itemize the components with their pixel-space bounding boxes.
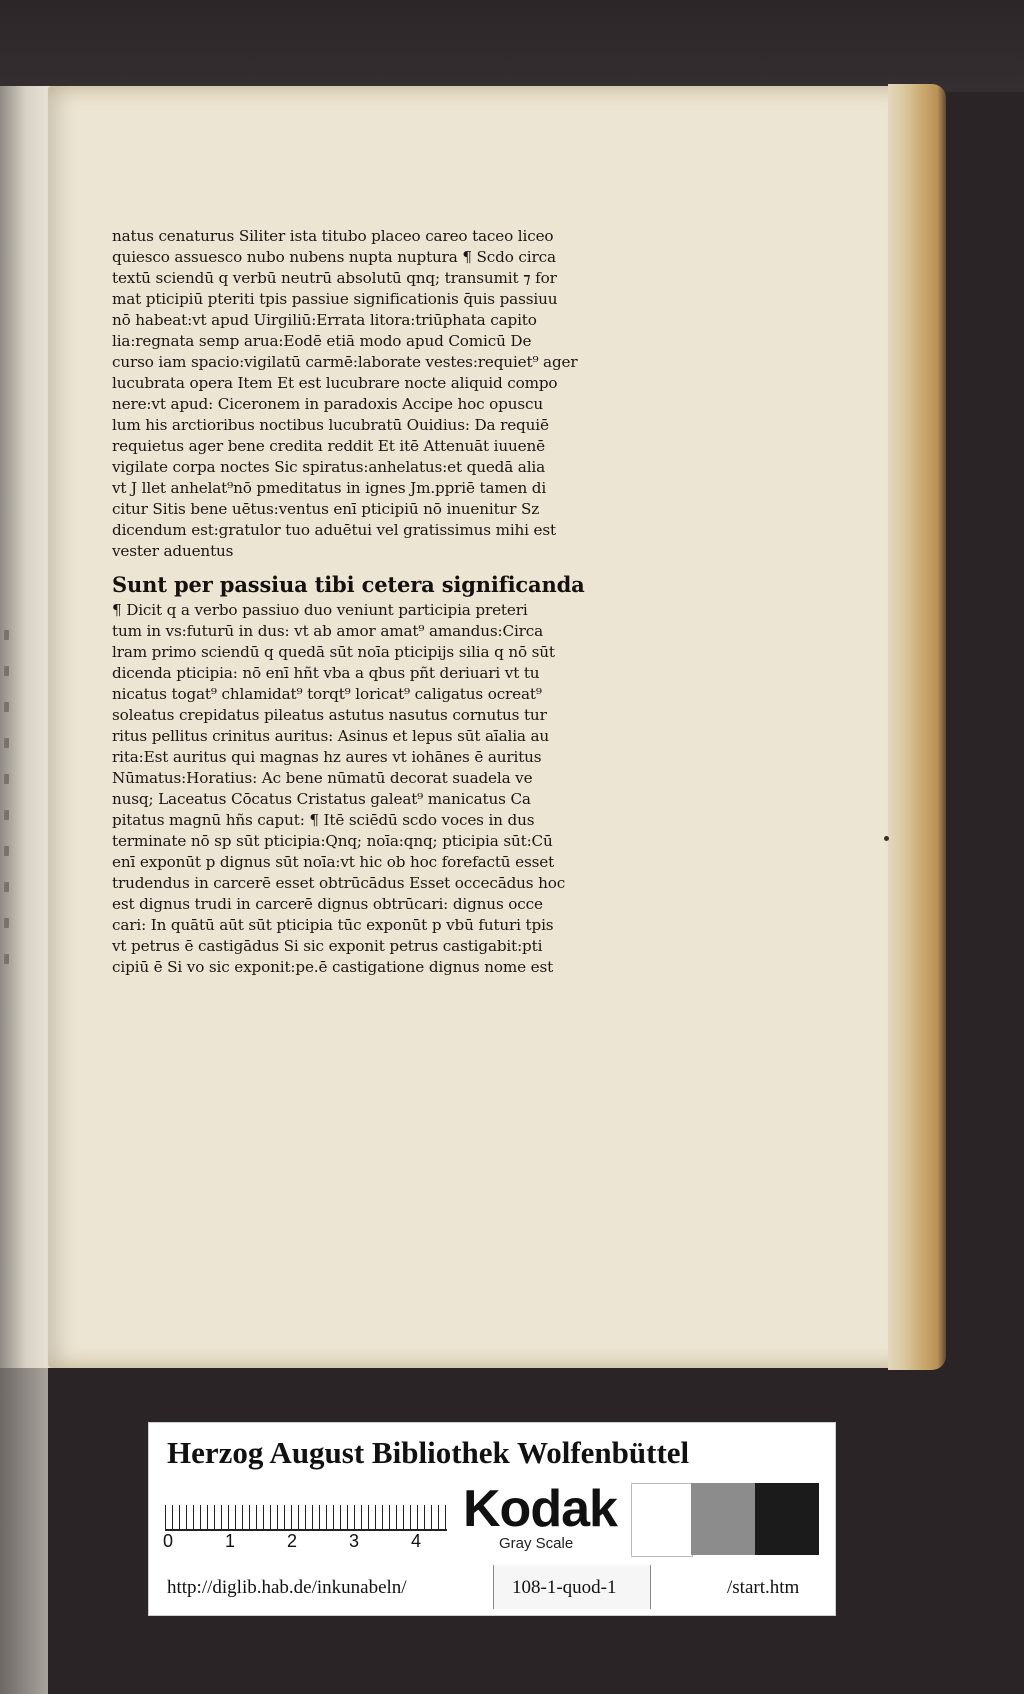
text-line: cari: In quātū aūt sūt pticipia tūc exponūt p vbū futuri tpis — [112, 916, 554, 934]
text-line: requietus ager bene credita reddit Et itē Attenuāt iuuenē — [112, 437, 545, 455]
black-swatch — [755, 1483, 819, 1555]
background-top — [0, 0, 1024, 92]
text-line: Nūmatus:Horatius: Ac bene nūmatū decorat suadela ve — [112, 769, 533, 787]
gray-scale-label: Gray Scale — [499, 1535, 574, 1552]
text-line: dicendum est:gratulor tuo aduētui vel gratissimus mihi est — [112, 521, 556, 539]
brand-logo: Kodak — [463, 1480, 617, 1538]
text-line: soleatus crepidatus pileatus astutus nasutus cornutus tur — [112, 706, 547, 724]
gray-swatch — [691, 1483, 755, 1555]
url-bar — [155, 1565, 827, 1611]
left-page-marks — [4, 630, 14, 1030]
text-line: natus cenaturus Siliter ista titubo placeo careo taceo liceo — [112, 227, 554, 245]
text-line: vigilate corpa noctes Sic spiratus:anhelatus:et quedā alia — [112, 458, 546, 476]
text-line: textū sciendū q verbū neutrū absolutū qnq; transumit ⁊ for — [112, 269, 557, 287]
ruler-number: 2 — [287, 1531, 298, 1551]
ruler-number: 4 — [411, 1531, 422, 1551]
text-line: est dignus trudi in carcerē dignus obtrūcari: dignus occe — [112, 895, 543, 913]
ruler-number: 3 — [349, 1531, 360, 1551]
color-scale-target — [148, 1422, 836, 1616]
text-line: quiesco assuesco nubo nubens nupta nuptura ¶ Scdo circa — [112, 248, 556, 266]
url-base: http://diglib.hab.de/inkunabeln/ — [167, 1577, 407, 1598]
text-line: nicatus togat⁹ chlamidat⁹ torqt⁹ loricat⁹ caligatus ocreat⁹ — [112, 685, 542, 703]
text-line: vt petrus ē castigādus Si sic exponit petrus castigabit:pti — [112, 937, 543, 955]
text-line: lia:regnata semp arua:Eodē etiā modo apud Comicū De — [112, 332, 532, 350]
text-line: mat pticipiū pteriti tpis passiue significationis q̄uis passiuu — [112, 290, 558, 308]
url-id: 108-1-quod-1 — [512, 1577, 617, 1598]
text-line: citur Sitis bene uētus:ventus enī pticipiū nō inuenitur Sz — [112, 500, 540, 518]
text-line: tum in vs:futurū in dus: vt ab amor amat⁹ amandus:Circa — [112, 622, 544, 640]
text-line: lum his arctioribus noctibus lucubratū Ouidius: Da requiē — [112, 416, 549, 434]
text-line: vester aduentus — [112, 542, 234, 560]
text-line: curso iam spacio:vigilatū carmē:laborate vestes:requiet⁹ ager — [112, 353, 578, 371]
text-line: lucubrata opera Item Et est lucubrare nocte aliquid compo — [112, 374, 558, 392]
text-line: cipiū ē Si vo sic exponit:pe.ē castigatione dignus nome est — [112, 958, 554, 976]
text-line: pitatus magnū hñs caput: ¶ Itē sciēdū scdo voces in dus — [112, 811, 535, 829]
text-line: ¶ Dicit q a verbo passiuo duo veniunt participia preteri — [112, 601, 528, 619]
ruler-number: 1 — [225, 1531, 236, 1551]
text-line: vt J llet anhelat⁹nō pmeditatus in ignes Jm.ppriē tamen di — [112, 479, 547, 497]
page-fore-edge — [888, 84, 946, 1370]
text-line: lram primo sciendū q quedā sūt noīa pticipijs silia q nō sūt — [112, 643, 555, 661]
text-block — [112, 226, 666, 978]
left-page-shadow — [0, 1368, 48, 1694]
text-line: trudendus in carcerē esset obtrūcādus Esset occecādus hoc — [112, 874, 566, 892]
text-line: dicenda pticipia: nō enī hñt vba a qbus pñt deriuari vt tu — [112, 664, 540, 682]
library-title: Herzog August Bibliothek Wolfenbüttel — [167, 1435, 690, 1470]
section-heading: Sunt per passiua tibi cetera significanda — [112, 572, 585, 597]
text-line: ritus pellitus crinitus auritus: Asinus et lepus sūt aīalia au — [112, 727, 550, 745]
text-line: rita:Est auritus qui magnas hz aures vt iohānes ē auritus — [112, 748, 542, 766]
text-line: terminate nō sp sūt pticipia:Qnq; noīa:qnq; pticipia sūt:Cū — [112, 832, 553, 850]
text-line: nere:vt apud: Ciceronem in paradoxis Accipe hoc opuscu — [112, 395, 543, 413]
text-line: nusq; Laceatus Cōcatus Cristatus galeat⁹ manicatus Ca — [112, 790, 531, 808]
text-line: enī exponūt p dignus sūt noīa:vt hic ob hoc forefactū esset — [112, 853, 555, 871]
text-line: nō habeat:vt apud Uirgiliū:Errata litora:triūphata capito — [112, 311, 537, 329]
ink-spot — [884, 836, 889, 841]
url-id-box — [493, 1565, 651, 1609]
white-swatch — [631, 1483, 693, 1557]
ruler-number: 0 — [163, 1531, 174, 1551]
url-suffix: /start.htm — [727, 1577, 800, 1598]
ruler — [165, 1489, 447, 1531]
ruler-marks — [165, 1505, 447, 1529]
